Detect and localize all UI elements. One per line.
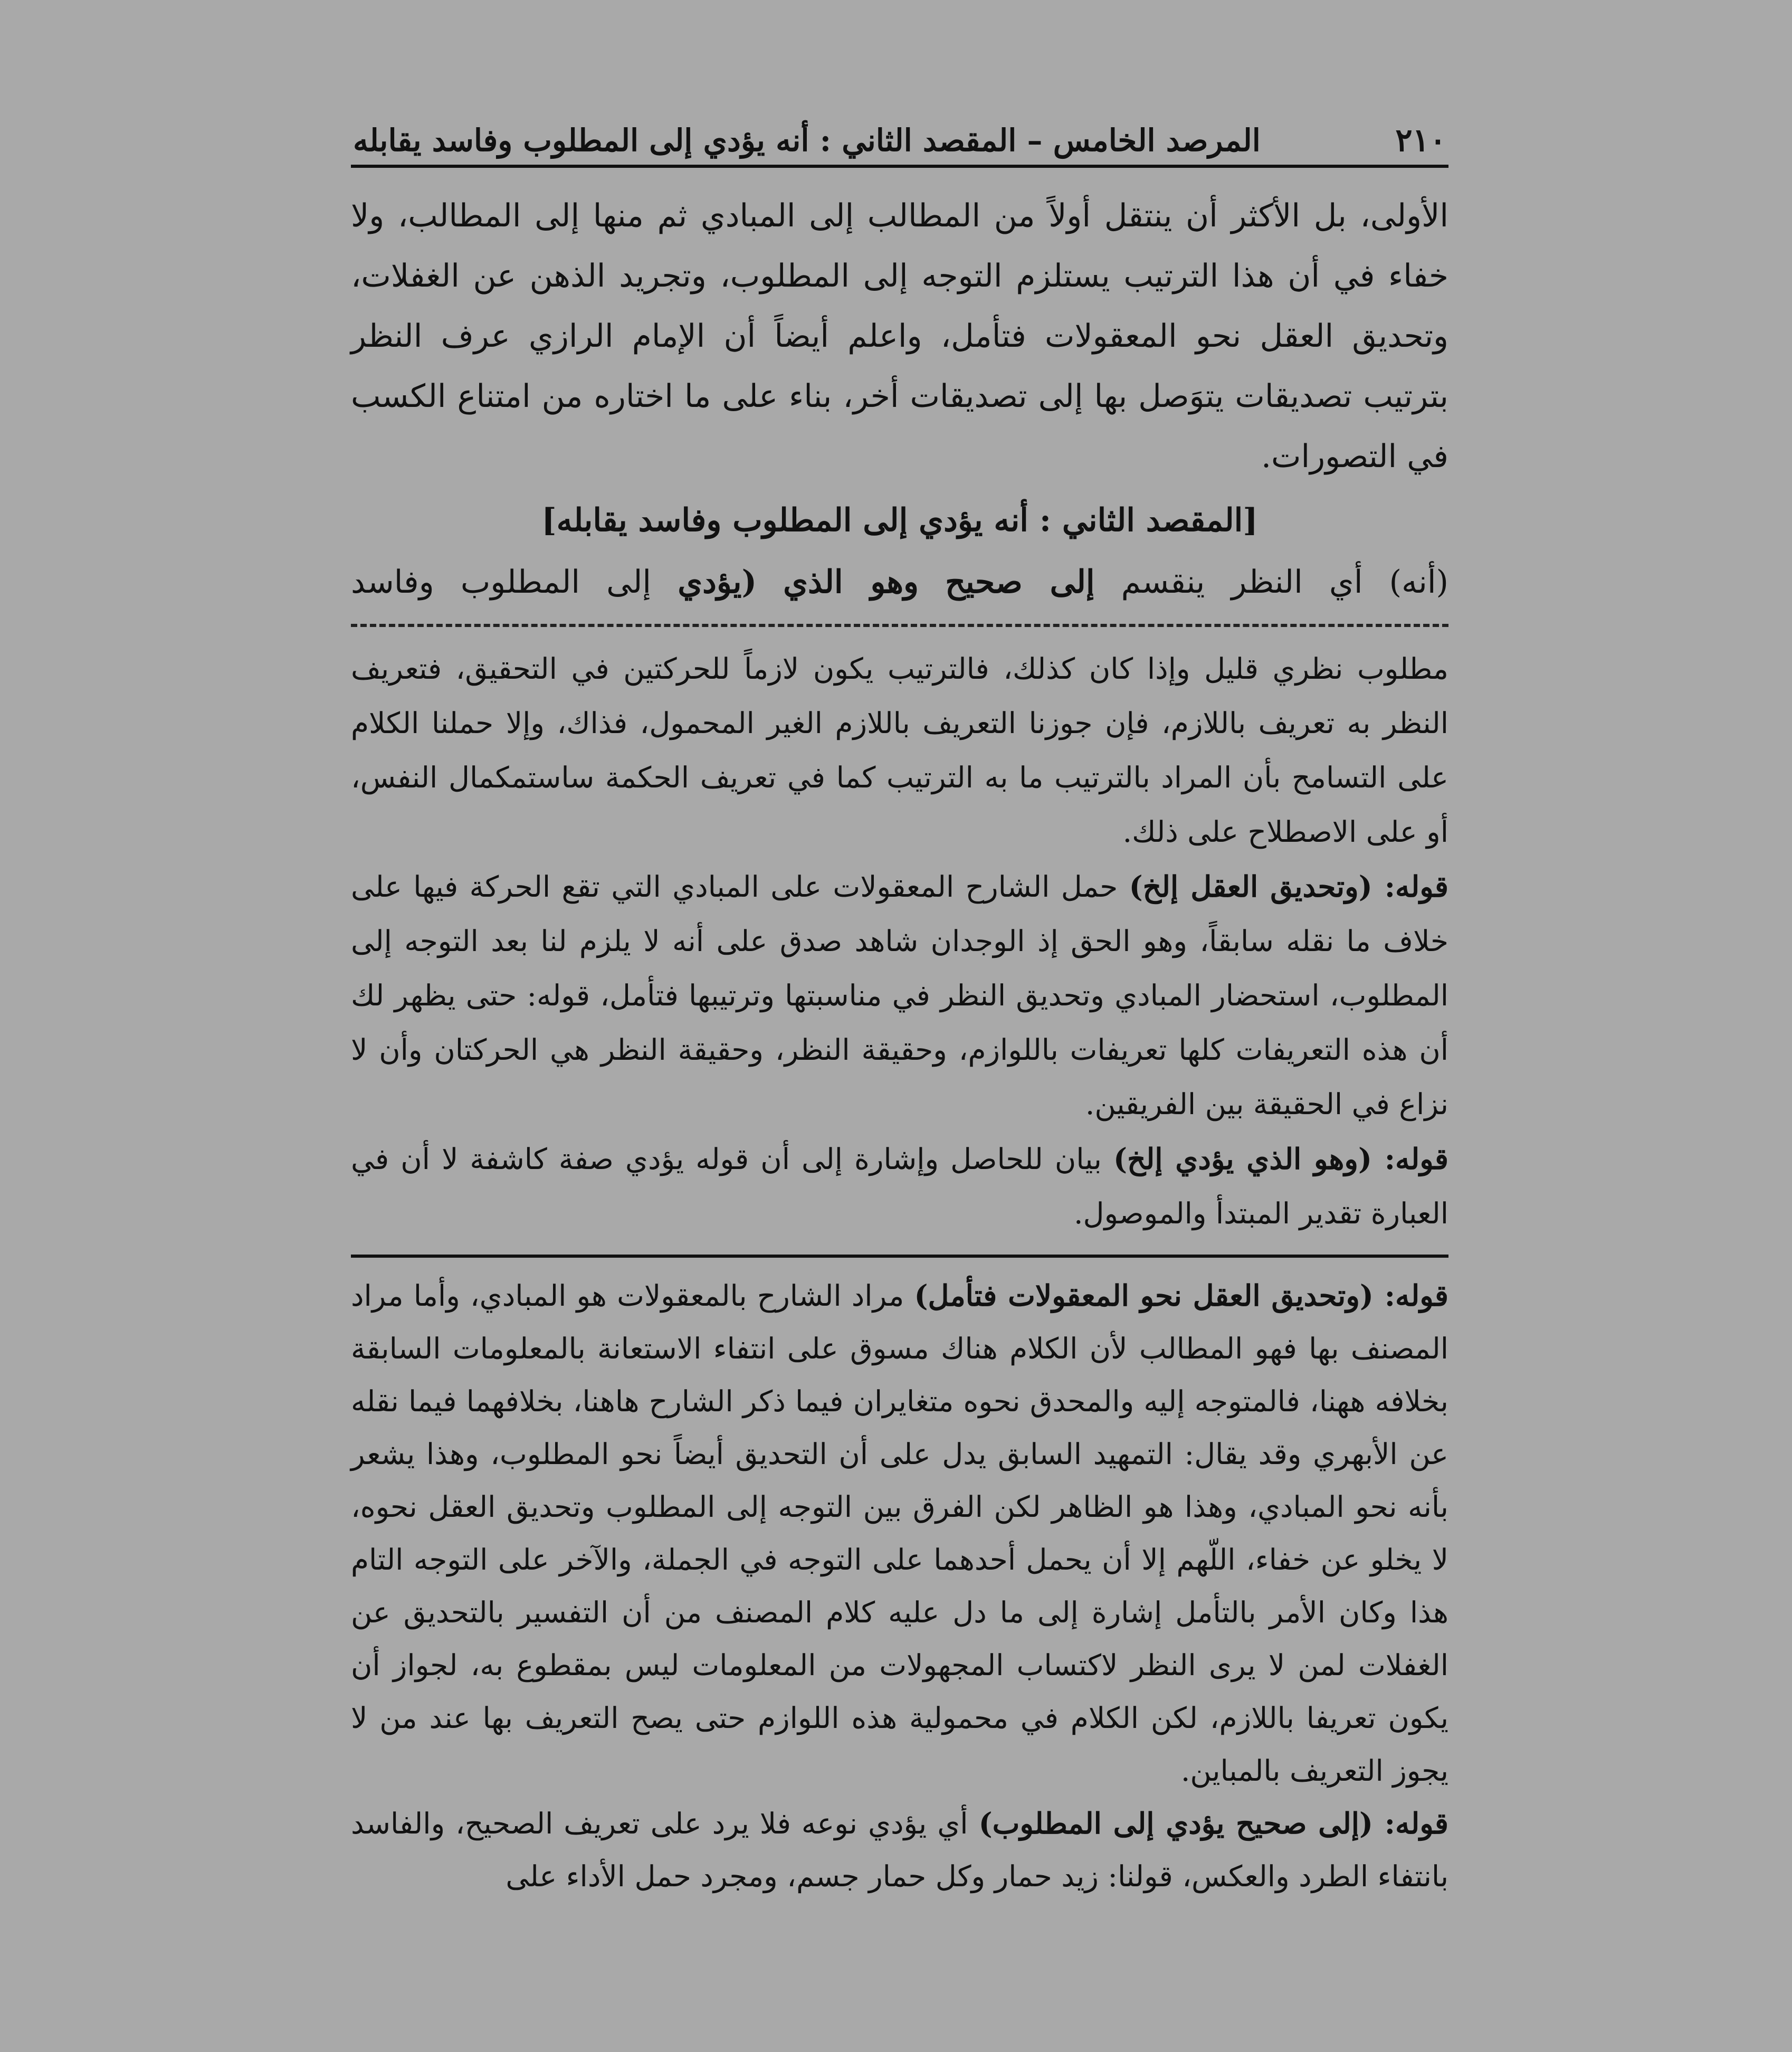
commentary-paragraph: مطلوب نظري قليل وإذا كان كذلك، فالترتيب يكون لازماً للحركتين في التحقيق، فتعريف النظر به تعريف باللازم، فإن جوزنا التعريف باللازم الغير المحمول، فذاك، وإلا حملنا الكلام على التسامح بأن المراد بالترتيب ما به الترتيب كما في تعريف الحكمة ساستمكمال النفس، أو على الاصطلاح على ذلك.: [351, 652, 1448, 849]
page-number: ٢١٠: [1395, 122, 1446, 159]
footnote-lead: قوله: (إلى صحيح يؤدي إلى المطلوب): [978, 1806, 1449, 1840]
matn-part-bold: (يؤدي: [678, 564, 757, 601]
matn-part-bold: وهو الذي: [783, 564, 919, 601]
matn-line: [351, 552, 1448, 612]
dashed-separator: [351, 624, 1448, 627]
solid-separator: [351, 1255, 1448, 1258]
footnote-paragraph: [351, 1797, 1448, 1903]
footnote-lead: قوله: (وتحديق العقل نحو المعقولات فتأمل): [914, 1278, 1448, 1313]
commentary-lead: قوله: (وتحديق العقل إلخ): [1129, 869, 1449, 904]
book-page: [351, 116, 1448, 1903]
main-paragraph: الأولى، بل الأكثر أن ينتقل أولاً من المطالب إلى المبادي ثم منها إلى المطالب، ولا خفاء في أن هذا الترتيب يستلزم التوجه إلى المطلوب، وتجريد الذهن عن الغفلات، وتحديق العقل نحو المعقولات فتأمل، واعلم أيضاً أن الإمام الرازي عرف النظر بترتيب تصديقات يتوَصل بها إلى تصديقات أخر، بناء على ما اختاره من امتناع الكسب في التصورات.: [351, 197, 1448, 475]
commentary-body: بيان للحاصل وإشارة إلى أن قوله يؤدي صفة كاشفة لا أن في العبارة تقدير المبتدأ والموصول.: [351, 1142, 1448, 1230]
main-text: [351, 186, 1448, 487]
matn-part: (أنه) أي النظر ينقسم: [1121, 564, 1448, 601]
footnote-body: أي يؤدي نوعه فلا يرد على تعريف الصحيح، والفاسد بانتفاء الطرد والعكس، قولنا: زيد حمار وكل حمار جسم، ومجرد حمل الأداء على: [351, 1807, 1448, 1893]
commentary-lead: قوله: (وهو الذي يؤدي إلخ): [1113, 1142, 1448, 1176]
matn-part: إلى المطلوب وفاسد: [351, 564, 652, 601]
commentary: [351, 642, 1448, 1241]
footnotes: [351, 1269, 1448, 1903]
page-header: [351, 116, 1448, 168]
running-title: المرصد الخامس – المقصد الثاني : أنه يؤدي إلى المطلوب وفاسد يقابله: [353, 122, 1261, 158]
commentary-paragraph: [351, 859, 1448, 1132]
section-heading: [المقصد الثاني : أنه يؤدي إلى المطلوب وفاسد يقابله]: [541, 502, 1258, 539]
commentary-paragraph: [351, 1132, 1448, 1241]
footnote-body: مراد الشارح بالمعقولات هو المبادي، وأما مراد المصنف بها فهو المطالب لأن الكلام هناك مسوق على انتفاء الاستعانة بالمعلومات السابقة بخلافه ههنا، فالمتوجه إليه والمحدق نحوه متغايران فيما ذكر الشارح هاهنا، بخلافهما فيما نقله عن الأبهري وقد يقال: التمهيد السابق يدل على أن التحديق أيضاً نحو المطلوب، وهذا يشعر بأنه نحو المبادي، وهذا هو الظاهر لكن الفرق بين التوجه إلى المطلوب وتحديق العقل نحوه، لا يخلو عن خفاء، اللّهم إلا أن يحمل أحدهما على التوجه في الجملة، والآخر على التوجه التام هذا وكان الأمر بالتأمل إشارة إلى ما دل عليه كلام المصنف من أن التفسير بالتحديق عن الغفلات لمن لا يرى النظر لاكتساب المجهولات من المعلومات ليس بمقطوع به، لجواز أن يكون تعريفا باللازم، لكن الكلام في محمولية هذه اللوازم حتى يصح التعريف بها عند من لا يجوز التعريف بالمباين.: [351, 1279, 1448, 1788]
footnote-paragraph: [351, 1269, 1448, 1797]
commentary-body: حمل الشارح المعقولات على المبادي التي تقع الحركة فيها على خلاف ما نقله سابقاً، وهو الحق إذ الوجدان شاهد صدق على أنه لا يلزم لنا بعد التوجه إلى المطلوب، استحضار المبادي وتحديق النظر في مناسبتها وترتيبها فتأمل، قوله: حتى يظهر لك أن هذه التعريفات كلها تعريفات باللوازم، وحقيقة النظر، وحقيقة النظر هي الحركتان وأن لا نزاع في الحقيقة بين الفريقين.: [351, 870, 1448, 1121]
matn-part-bold: إلى صحيح: [945, 564, 1095, 601]
